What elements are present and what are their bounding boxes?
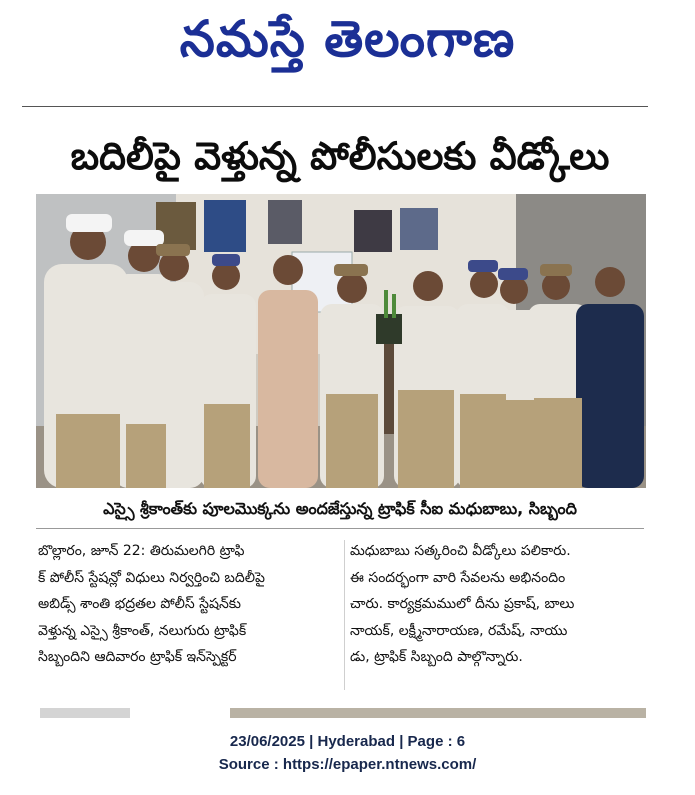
article-line: డు, ట్రాఫిక్ సిబ్బంది పాల్గొన్నారు. xyxy=(350,649,523,665)
article-line: బొల్లారం, జూన్ 22: తిరుమలగిరి ట్రాఫి xyxy=(38,543,245,559)
article-line: వెళ్తున్న ఎస్సై శ్రీకాంత్, నలుగురు ట్రాఫిక్ xyxy=(38,622,247,639)
article-headline: బదిలీపై వెళ్తున్న పోలీసులకు వీడ్కోలు xyxy=(70,134,610,178)
top-rule xyxy=(22,106,648,107)
article-line: సిబ్బందిని ఆదివారం ట్రాఫిక్ ఇన్‌స్పెక్టర్ xyxy=(38,649,237,665)
article-column-1 xyxy=(38,538,338,671)
masthead-title: నమస్తే తెలంగాణ xyxy=(179,10,516,68)
column-divider xyxy=(344,540,345,690)
article-photo xyxy=(36,194,646,488)
article-line: క్ పోలీస్ స్టేషన్లో విధులు నిర్వర్తించి బదిలీపై xyxy=(38,569,266,586)
article-line: మధుబాబు సత్కరించి వీడ్కోలు పలికారు. xyxy=(350,543,571,559)
caption-rule xyxy=(36,528,644,529)
cropped-next-photo xyxy=(230,708,646,718)
cropped-next-article xyxy=(40,708,130,718)
footer-date-edition: 23/06/2025 | Hyderabad | Page : 6 xyxy=(229,733,466,750)
article-line: అబిడ్స్ శాంతి భద్రతల పోలీస్ స్టేషన్‌కు xyxy=(38,596,241,612)
article-line: నాయక్, లక్ష్మీనారాయణ, రమేష్, నాయు xyxy=(350,622,568,639)
article-line: చారు. కార్యక్రమములో దీను ప్రకాష్, బాలు xyxy=(350,596,575,612)
article-column-2 xyxy=(350,538,650,671)
article-line: ఈ సందర్భంగా వారి సేవలను అభినందిం xyxy=(350,569,566,586)
footer-source: Source : https://epaper.ntnews.com/ xyxy=(218,756,477,773)
photo-caption: ఎస్సై శ్రీకాంత్‌కు పూలమొక్కను అందజేస్తున్న ట్రాఫిక్ సీఐ మధుబాబు, సిబ్బంది xyxy=(103,499,577,518)
